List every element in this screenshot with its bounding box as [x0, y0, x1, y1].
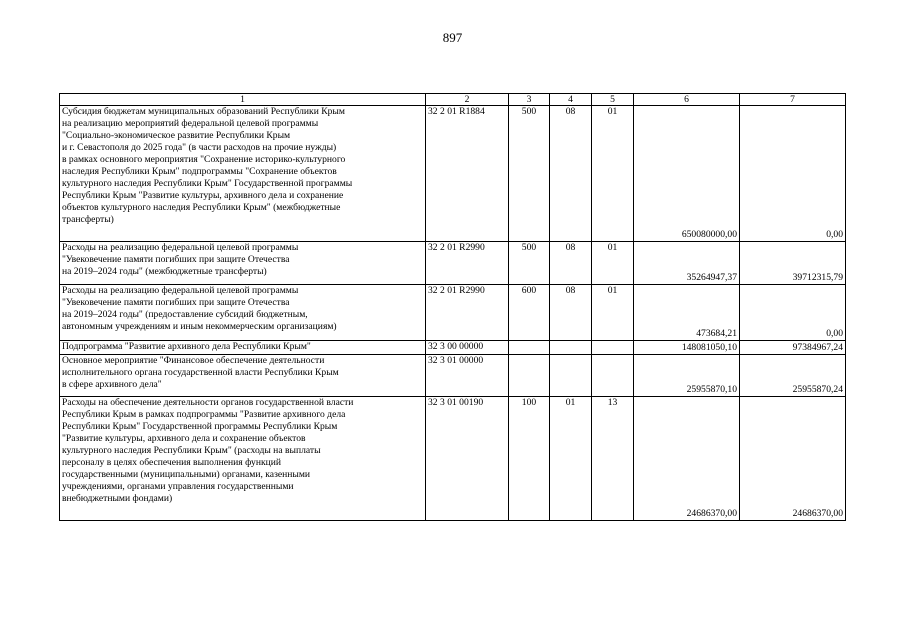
- table-row: [60, 397, 846, 521]
- amount-col7: 0,00: [740, 285, 846, 341]
- amount-col7: 25955870,24: [740, 355, 846, 397]
- section-code: [550, 355, 592, 397]
- column-header: 2: [426, 94, 509, 106]
- target-article-code: 32 3 01 00190: [426, 397, 509, 521]
- row-description: Расходы на реализацию федеральной целевой программы "Увековечение памяти погибших при защите Отечества на 2019–2024 годы" (межбюджетные трансферты): [60, 242, 426, 285]
- row-description: Расходы на обеспечение деятельности органов государственной власти Республики Крым в рамках подпрограммы "Развитие архивного дела Республики Крым" Государственной программы Республики Крым "Развитие культуры, архивного дела и сохранение объектов культурного наследия Республики Крым" (расходы на выплаты персоналу в целях обеспечения выполнения функций государственными (муниципальными) органами, казенными учреждениями, органами управления государственными внебюджетными фондами): [60, 397, 426, 521]
- amount-col6: 35264947,37: [634, 242, 740, 285]
- table-row: [60, 242, 846, 285]
- target-article-code: 32 3 00 00000: [426, 341, 509, 355]
- expense-type-code: 500: [509, 242, 550, 285]
- column-header: 5: [592, 94, 634, 106]
- section-code: 08: [550, 242, 592, 285]
- amount-col7: 97384967,24: [740, 341, 846, 355]
- amount-col7: 24686370,00: [740, 397, 846, 521]
- section-code: 01: [550, 397, 592, 521]
- subsection-code: 13: [592, 397, 634, 521]
- amount-col6: 148081050,10: [634, 341, 740, 355]
- target-article-code: 32 3 01 00000: [426, 355, 509, 397]
- subsection-code: [592, 341, 634, 355]
- section-code: [550, 341, 592, 355]
- expense-type-code: 500: [509, 106, 550, 242]
- amount-col6: 24686370,00: [634, 397, 740, 521]
- amount-col6: 473684,21: [634, 285, 740, 341]
- expense-type-code: [509, 341, 550, 355]
- section-code: 08: [550, 106, 592, 242]
- page-number: 897: [442, 30, 463, 45]
- column-header: 4: [550, 94, 592, 106]
- target-article-code: 32 2 01 R1884: [426, 106, 509, 242]
- amount-col6: 25955870,10: [634, 355, 740, 397]
- expense-type-code: 600: [509, 285, 550, 341]
- column-header: 7: [740, 94, 846, 106]
- budget-table: [59, 93, 846, 521]
- subsection-code: 01: [592, 242, 634, 285]
- column-header: 3: [509, 94, 550, 106]
- target-article-code: 32 2 01 R2990: [426, 285, 509, 341]
- row-description: Субсидия бюджетам муниципальных образований Республики Крым на реализацию мероприятий федеральной целевой программы "Социально-экономическое развитие Республики Крым и г. Севастополя до 2025 года" (в части расходов на прочие нужды) в рамках основного мероприятия "Сохранение историко-культурного наследия Республики Крым" подпрограммы "Сохранение объектов культурного наследия Республики Крым" Государственной программы Республики Крым "Развитие культуры, архивного дела и сохранение объектов культурного наследия Республики Крым" (межбюджетные трансферты): [60, 106, 426, 242]
- amount-col6: 650080000,00: [634, 106, 740, 242]
- amount-col7: 0,00: [740, 106, 846, 242]
- row-description: Основное мероприятие "Финансовое обеспечение деятельности исполнительного органа государственной власти Республики Крым в сфере архивного дела": [60, 355, 426, 397]
- subsection-code: [592, 355, 634, 397]
- table-row: [60, 106, 846, 242]
- expense-type-code: [509, 355, 550, 397]
- table-row: [60, 355, 846, 397]
- target-article-code: 32 2 01 R2990: [426, 242, 509, 285]
- section-code: 08: [550, 285, 592, 341]
- column-header: 1: [60, 94, 426, 106]
- table-row: [60, 285, 846, 341]
- subsection-code: 01: [592, 285, 634, 341]
- expense-type-code: 100: [509, 397, 550, 521]
- row-description: Расходы на реализацию федеральной целевой программы "Увековечение памяти погибших при защите Отечества на 2019–2024 годы" (предоставление субсидий бюджетным, автономным учреждениям и иным некоммерческим организациям): [60, 285, 426, 341]
- table-row: [60, 341, 846, 355]
- column-header: 6: [634, 94, 740, 106]
- row-description: Подпрограмма "Развитие архивного дела Республики Крым": [60, 341, 426, 355]
- subsection-code: 01: [592, 106, 634, 242]
- table-header-row: [60, 94, 846, 106]
- amount-col7: 39712315,79: [740, 242, 846, 285]
